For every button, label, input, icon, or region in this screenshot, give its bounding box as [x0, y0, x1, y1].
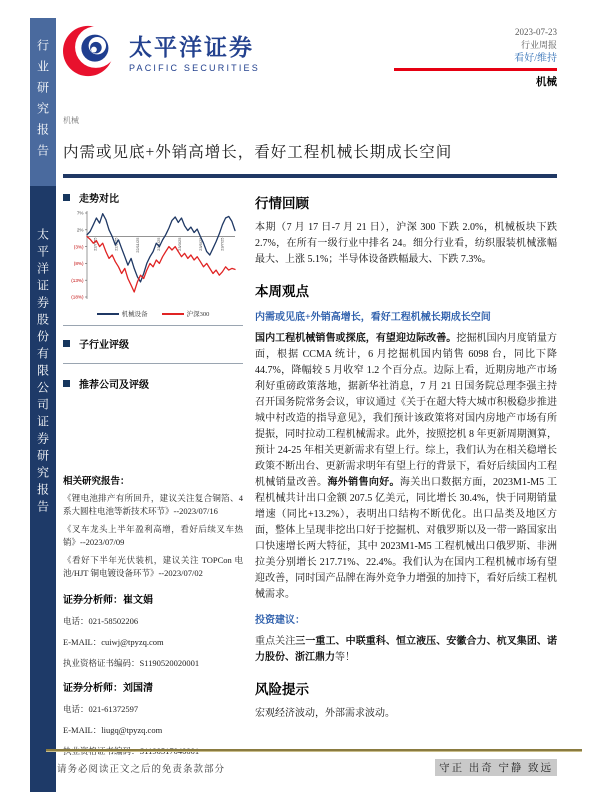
section-bullet-icon — [63, 340, 70, 347]
legend-swatch-red — [162, 313, 184, 315]
analyst-block — [63, 679, 243, 757]
investment-advice-text — [255, 634, 557, 666]
svg-text:(8%): (8%) — [73, 260, 84, 266]
legend-label: 机械设备 — [121, 310, 148, 318]
svg-text:22/9/25: 22/9/25 — [113, 237, 119, 251]
sidebar-industry-report-bar — [30, 18, 56, 186]
footer-divider — [46, 749, 582, 752]
footer-motto: 守正 出奇 宁静 致远 — [435, 759, 557, 776]
page-title: 内需或见底+外销高增长，看好工程机械长期成长空间 — [63, 144, 453, 161]
brand-text — [129, 29, 260, 73]
section-trend-compare — [63, 190, 243, 205]
analyst-name: 证券分析师：崔文娟 — [63, 594, 153, 606]
brand-logo — [63, 22, 260, 80]
sidebar-top-label: 行业研究报告 — [35, 39, 50, 165]
related-reports-title: 相关研究报告： — [63, 476, 130, 487]
trend-chart-plot — [63, 209, 239, 303]
weekly-view-body-1: 挖掘机国内月度销量方面，根据 CCMA 统计，6 月挖掘机国内销售 6098 台，同比下降 44.7%，降幅较 5 月收窄 1.2 个百分点。边际上看，近期房地产市场利好重磅政策落地，据新华社消息，7 月 21 日国务院总理李强主持召开国务院常务会议，审议通过《关于在超大特大城市积极稳步推进城中村改造的指导意见》，我们预计该政策将对国内房地产市场有所提振，同时拉动工程机械需求。此外，按照挖机 8 年更新周期测算，预计 24-25 年相关更新需求有望上行。综上，我们认为在相关稳增长政策不断出台、更新需求明年有望上行的背景下，看好后续国内工程机械销量改善。 — [255, 332, 558, 488]
category-label: 机械 — [63, 116, 79, 125]
chart-legend — [63, 309, 243, 318]
analyst-email: E-MAIL：cuiwj@tpyzq.com — [63, 636, 164, 647]
industry-label: 机械 — [536, 77, 557, 88]
svg-text:23/5/25: 23/5/25 — [198, 237, 204, 251]
weekly-view-lead-1: 国内工程机械销售或探底，有望迎边际改善。 — [255, 332, 457, 344]
report-date: 2023-07-23 — [515, 27, 557, 37]
section-trend-label: 走势对比 — [79, 193, 119, 205]
footer — [57, 759, 557, 776]
report-link: 《看好下半年光伏装机，建议关注 TOPCon 电池/HJT 铜电镀设备环节》--2023/07/02 — [63, 555, 243, 579]
related-reports — [63, 473, 243, 581]
svg-text:(3%): (3%) — [73, 243, 84, 249]
section-sub-industry-rating — [63, 336, 243, 351]
svg-text:(13%): (13%) — [71, 277, 84, 283]
divider — [63, 363, 243, 364]
legend-swatch-blue — [97, 313, 119, 315]
sidebar-bottom-label: 太平洋证券股份有限公司证券研究报告 — [35, 228, 50, 517]
svg-text:23/1/25: 23/1/25 — [155, 237, 161, 251]
brand-name-cn: 太平洋证券 — [129, 34, 254, 60]
header-meta — [394, 22, 557, 89]
heading-weekly-view: 本周观点 — [255, 283, 309, 299]
report-content — [63, 22, 557, 757]
left-panel — [63, 190, 243, 757]
legend-label: 沪深300 — [186, 310, 210, 318]
legend-item-hs300 — [162, 309, 210, 318]
svg-text:7%: 7% — [76, 210, 84, 216]
investment-advice-title: 投资建议： — [255, 614, 305, 626]
weekly-view-text — [255, 331, 557, 603]
svg-text:23/3/25: 23/3/25 — [177, 237, 183, 251]
svg-text:22/7/25: 22/7/25 — [92, 237, 98, 251]
section-sub-industry-label: 子行业评级 — [79, 339, 129, 351]
risk-text: 宏观经济波动，外部需求波动。 — [255, 707, 395, 719]
red-divider — [394, 68, 557, 71]
analyst-phone: 电话：021-61372597 — [63, 703, 139, 714]
svg-text:2%: 2% — [76, 227, 84, 232]
analyst-name: 证券分析师：刘国清 — [63, 682, 153, 694]
trend-chart — [63, 209, 243, 318]
investment-lead: 重点关注 — [255, 635, 296, 647]
analyst-cert: 执业资格证书编码：S1190520020001 — [63, 657, 200, 668]
weekly-view-lead-2: 海外销售向好。 — [327, 476, 400, 488]
main-body — [255, 190, 557, 757]
report-link: 《叉车龙头上半年盈利高增，看好后续叉车热销》--2023/07/09 — [63, 523, 243, 548]
svg-text:22/11/25: 22/11/25 — [134, 237, 140, 253]
heading-risk: 风险提示 — [255, 681, 309, 697]
weekly-view-body-2: 海关出口数据方面，2023M1-M5 工程机械共计出口金额 207.5 亿美元，同比增长 30.4%，快于同期销量增速（同比+13.2%），表明出口结构不断优化。出口品类及地区方面，整体上呈现非挖出口好于挖掘机、对俄罗斯以及一带一路国家出口快速增长两大特征，其中 2023M1-M5 工程机械出口俄罗斯、非洲拉美分别增长 217.71%、22.4%。我们认为在国内工程机械市场有望迎改善，同时国产品牌在海外竞争力增强的加持下，看好后续工程机械需求。 — [255, 476, 558, 600]
section-recommend-label: 推荐公司及评级 — [79, 379, 149, 391]
analyst-block — [63, 591, 243, 669]
analyst-email: E-MAIL：liugq@tpyzq.com — [63, 724, 163, 735]
report-link: 《锂电池排产有所回升，建议关注复合铜箔、4 系大圆柱电池等新技术环节》--2023/07/16 — [63, 492, 243, 516]
legend-item-machinery — [97, 309, 148, 318]
section-recommended-companies — [63, 376, 243, 391]
heading-market-review: 行情回顾 — [255, 195, 309, 211]
analyst-phone: 电话：021-58502206 — [63, 615, 139, 626]
brand-name-en: PACIFIC SECURITIES — [129, 63, 260, 73]
svg-text:23/7/25: 23/7/25 — [219, 237, 225, 251]
weekly-view-subtitle: 内需或见底+外销高增长，看好工程机械长期成长空间 — [255, 311, 491, 323]
market-review-text: 本期（7 月 17 日-7 月 21 日），沪深 300 下跌 2.0%，机械板块下跌 2.7%，在所有一级行业中排名 24。细分行业看，纺织服装机械涨幅最大、上涨 5.1%；半导体设备跌幅最大、下跌 7.3%。 — [255, 221, 557, 265]
investment-tail: 等！ — [335, 651, 355, 663]
investment-companies: 三一重工、中联重科、恒立液压、安徽合力、杭叉集团、诺力股份、浙江鼎力 — [255, 635, 558, 663]
report-type: 行业周报 — [520, 40, 557, 50]
pacific-securities-logo-icon — [63, 22, 121, 80]
sidebar-company-bar — [30, 186, 56, 792]
report-header — [63, 22, 557, 89]
rating-badge: 看好/维持 — [514, 53, 557, 64]
section-bullet-icon — [63, 194, 70, 201]
title-divider — [63, 174, 557, 178]
section-bullet-icon — [63, 380, 70, 387]
divider — [63, 325, 243, 326]
svg-text:(18%): (18%) — [71, 294, 84, 300]
footer-disclaimer: 请务必阅读正文之后的免责条款部分 — [57, 764, 226, 775]
